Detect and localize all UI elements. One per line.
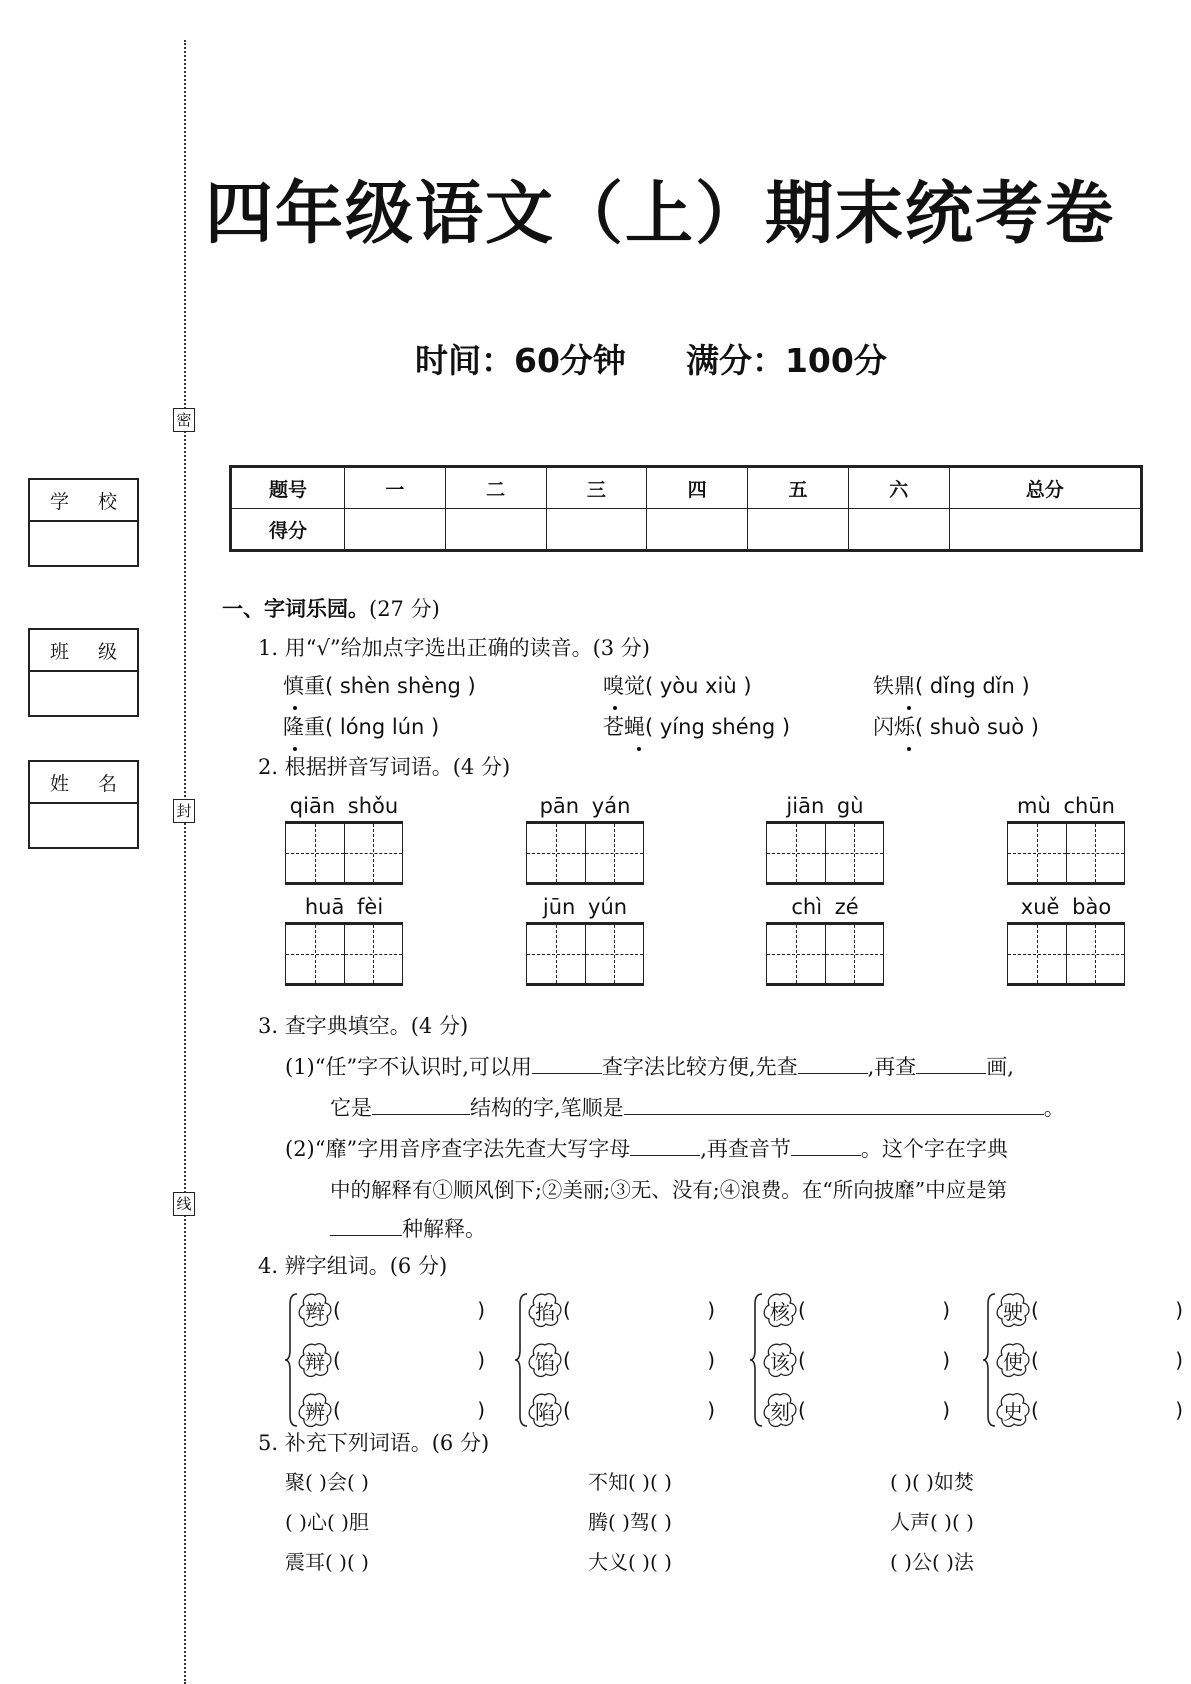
flower-frame-icon [995,1342,1031,1378]
q4-item[interactable] [297,1390,485,1430]
flower-frame-icon [297,1292,333,1328]
char-boxes[interactable] [1007,821,1125,885]
flower-frame-icon [527,1292,563,1328]
section-points: (27 分) [369,597,440,621]
q4-item[interactable] [995,1390,1183,1430]
q3-part2-line3 [330,1213,486,1243]
paren-close: ) [477,1398,485,1422]
flower-frame-icon [762,1342,798,1378]
answer-blank[interactable] [791,1135,861,1156]
answer-blank[interactable] [916,1053,986,1074]
text: ,再查 [867,1055,917,1079]
paren-open: ( [563,1298,571,1322]
q4-char: 刻 [770,1399,790,1424]
class-label: 班 [50,640,70,663]
text: 画, [986,1055,1014,1079]
char-boxes[interactable] [526,821,644,885]
paren-close: ) [477,1348,485,1372]
seal-char-mi: 密 [173,408,195,432]
seal-char-feng: 封 [173,799,195,823]
q1-item[interactable] [283,670,476,700]
paren-close: ) [1175,1398,1183,1422]
char-boxes[interactable] [766,821,884,885]
q4-char: 驶 [1003,1299,1023,1324]
q1-word: 嗅觉 [603,674,645,698]
answer-blank[interactable] [330,1215,402,1236]
q5-item[interactable]: ( )公( )法 [890,1550,974,1574]
question-2-title: 2. 根据拼音写词语。(4 分) [258,755,511,779]
question-4-title: 4. 辨字组词。(6 分) [258,1254,448,1278]
q1-word: 铁鼎 [873,674,915,698]
full-score: 满分：100分 [685,341,887,380]
paren-open: ( [333,1298,341,1322]
pinyin-label: mù chūn [1017,794,1115,818]
pinyin-label: xuě bào [1020,895,1112,919]
q1-item[interactable] [603,670,752,700]
answer-blank[interactable] [372,1094,470,1115]
paren-close: ) [477,1298,485,1322]
q3-part1-line2 [330,1092,1065,1122]
section-title: 一、字词乐园。 [222,597,369,621]
column-header: 六 [848,467,949,509]
flower-frame-icon [527,1342,563,1378]
char-boxes[interactable] [526,922,644,986]
question-1-title: 1. 用“√”给加点字选出正确的读音。(3 分) [258,636,650,660]
text: 它是 [330,1096,372,1120]
q1-item[interactable] [283,711,439,741]
score-cell[interactable] [445,509,546,551]
paren-open: ( [1031,1298,1039,1322]
q5-item[interactable]: 腾( )驾( ) [588,1510,672,1534]
q5-item[interactable]: 聚( )会( ) [285,1470,369,1494]
class-field[interactable] [28,628,139,717]
q5-item[interactable]: 震耳( )( ) [285,1550,369,1574]
pinyin-label: pān yán [539,794,631,818]
column-header: 一 [345,467,446,509]
score-cell[interactable] [748,509,849,551]
pinyin-label: qiān shǒu [289,794,399,818]
q4-item[interactable] [527,1390,715,1430]
q4-item[interactable] [762,1290,950,1330]
q3-part2-line2: 中的解释有①顺风倒下;②美丽;③无、没有;④浪费。在“所向披靡”中应是第 [330,1178,1008,1202]
q4-char: 掐 [535,1299,555,1324]
time-limit: 时间：60分钟 [415,341,626,380]
flower-frame-icon [995,1292,1031,1328]
flower-frame-icon [762,1292,798,1328]
q4-char: 辩 [305,1349,325,1374]
school-field[interactable] [28,478,139,567]
q1-word: 慎重 [283,674,325,698]
q1-item[interactable] [603,711,790,741]
q4-char: 辨 [305,1399,325,1424]
q1-options: ( yíng shéng ) [645,715,791,739]
table-row-score [231,509,1142,551]
q1-word: 苍蝇 [603,715,645,739]
char-boxes[interactable] [1007,922,1125,986]
paren-open: ( [1031,1398,1039,1422]
q1-options: ( lóng lún ) [325,715,440,739]
score-cell[interactable] [848,509,949,551]
text: (1)“任”字不认识时,可以用 [285,1055,532,1079]
paren-open: ( [333,1348,341,1372]
q5-item[interactable]: 人声( )( ) [890,1510,974,1534]
q4-item[interactable] [297,1340,485,1380]
score-cell[interactable] [546,509,647,551]
paren-close: ) [942,1298,950,1322]
column-header: 二 [445,467,546,509]
paren-close: ) [942,1398,950,1422]
q4-char: 该 [770,1349,790,1374]
pinyin-label: chì zé [791,895,859,919]
q4-item[interactable] [527,1340,715,1380]
paren-open: ( [563,1348,571,1372]
pinyin-label: jiān gù [786,794,864,818]
answer-blank[interactable] [532,1053,602,1074]
row-label: 得分 [231,509,345,551]
q3-part1-line1 [285,1051,1014,1081]
column-header: 四 [647,467,748,509]
q1-options: ( dǐng dǐn ) [915,674,1030,698]
paren-close: ) [1175,1298,1183,1322]
table-row-header [231,467,1142,509]
text: 查字法比较方便,先查 [601,1055,798,1079]
column-header: 三 [546,467,647,509]
paren-open: ( [563,1398,571,1422]
char-group [750,1290,950,1430]
row-label: 题号 [231,467,345,509]
q4-char: 史 [1003,1399,1023,1424]
char-boxes[interactable] [766,922,884,986]
char-boxes[interactable] [285,821,403,885]
section-heading [222,593,440,623]
char-group [515,1290,715,1430]
score-cell[interactable] [647,509,748,551]
name-label: 名 [97,772,117,795]
exam-info [415,335,887,382]
q4-char: 馅 [535,1349,555,1374]
q4-item[interactable] [762,1390,950,1430]
score-table [229,465,1143,552]
school-label: 学 [50,490,70,513]
pinyin-label: huā fèi [304,895,384,919]
text: 结构的字,笔顺是 [470,1096,624,1120]
q1-options: ( yòu xiù ) [645,674,752,698]
q4-item[interactable] [762,1340,950,1380]
q5-item[interactable]: 大义( )( ) [588,1550,672,1574]
school-label: 校 [97,490,117,513]
q4-char: 辫 [305,1299,325,1324]
paren-close: ) [707,1298,715,1322]
q4-item[interactable] [995,1290,1183,1330]
q4-item[interactable] [297,1290,485,1330]
q1-item[interactable] [873,670,1030,700]
class-label: 级 [97,640,117,663]
q1-options: ( shuò suò ) [915,715,1039,739]
paren-open: ( [798,1298,806,1322]
score-cell[interactable] [949,509,1141,551]
name-label: 姓 [50,772,70,795]
paren-open: ( [1031,1348,1039,1372]
binding-dotted-line [184,40,186,1684]
q5-item[interactable]: ( )( )如焚 [890,1470,974,1494]
flower-frame-icon [297,1392,333,1428]
q4-char: 核 [770,1299,790,1324]
text: 种解释。 [402,1217,486,1241]
q1-options: ( shèn shèng ) [325,674,476,698]
q4-char: 使 [1003,1349,1023,1374]
page-title: 四年级语文（上）期末统考卷 [205,175,1116,254]
q4-item[interactable] [527,1290,715,1330]
answer-blank[interactable] [798,1053,868,1074]
char-boxes[interactable] [285,922,403,986]
flower-frame-icon [762,1392,798,1428]
name-field[interactable] [28,760,139,849]
text: ,再查音节 [700,1137,791,1161]
paren-close: ) [707,1398,715,1422]
question-5-title: 5. 补充下列词语。(6 分) [258,1431,490,1455]
answer-blank[interactable] [630,1135,700,1156]
flower-frame-icon [297,1342,333,1378]
q1-word: 闪烁 [873,715,915,739]
flower-frame-icon [995,1392,1031,1428]
question-3-title: 3. 查字典填空。(4 分) [258,1014,469,1038]
q4-char: 陷 [535,1399,555,1424]
q4-item[interactable] [995,1340,1183,1380]
answer-blank[interactable] [624,1094,1044,1115]
paren-open: ( [333,1398,341,1422]
paren-close: ) [1175,1348,1183,1372]
column-header: 总分 [949,467,1141,509]
score-cell[interactable] [345,509,446,551]
q5-item[interactable]: ( )心( )胆 [285,1510,369,1534]
char-group [983,1290,1183,1430]
pinyin-label: jūn yún [542,895,628,919]
char-group [285,1290,485,1430]
paren-open: ( [798,1348,806,1372]
q5-item[interactable]: 不知( )( ) [588,1470,672,1494]
text: (2)“靡”字用音序查字法先查大写字母 [285,1137,631,1161]
paren-open: ( [798,1398,806,1422]
paren-close: ) [707,1348,715,1372]
seal-char-xian: 线 [173,1192,195,1216]
column-header: 五 [748,467,849,509]
text: 。 [1043,1096,1065,1120]
q1-item[interactable] [873,711,1039,741]
q3-part2-line1 [285,1133,1008,1163]
paren-close: ) [942,1348,950,1372]
q1-word: 隆重 [283,715,325,739]
flower-frame-icon [527,1392,563,1428]
text: 。这个字在字典 [860,1137,1008,1161]
